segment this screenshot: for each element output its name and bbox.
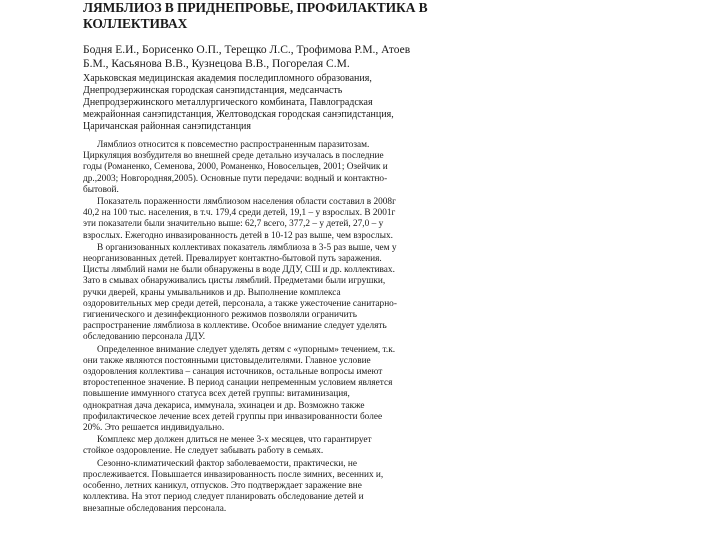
article-body [83, 140, 417, 516]
body-line: они также являются постоянными цистовыделителями. Главное условие [83, 355, 371, 366]
body-line: гигиенического и дезинфекционного режимов позволяли ограничить [83, 310, 357, 321]
body-line: Лямблиоз относится к повсеместно распространенным паразитозам. [97, 140, 370, 150]
body-line: В организованных коллективах показатель лямблиоза в 3-5 раз выше, чем у [97, 242, 397, 253]
body-line: однократная дача декариса, иммунала, эхинацеи и др. Возможно также [83, 400, 365, 411]
affiliation-list [83, 73, 417, 133]
body-paragraph [83, 140, 417, 196]
affiliation-line: Днепродзержинского металлургического комбината, Павлоградская [83, 97, 373, 108]
body-paragraph [83, 345, 417, 435]
body-line: Сезонно-климатический фактор заболеваемости, практически, не [97, 458, 357, 469]
body-line: 40,2 на 100 тыс. населения, в т.ч. 179,4 среди детей, 19,1 – у взрослых. В 2001г [83, 208, 396, 219]
body-line: Циркуляция возбудителя во внешней среде детально изучалась в последние [83, 151, 384, 162]
author-line: Б.М., Касьянова В.В., Кузнецова В.В., Погорелая С.М. [83, 57, 350, 70]
body-line: второстепенное значение. В период санации непременным условием является [83, 378, 393, 389]
body-line: др.,2003; Новгородняя,2005). Основные пути передачи: водный и контактно- [83, 173, 388, 184]
body-line: особенно, летних каникул, отпусков. Это подтверждает заражение вне [83, 481, 362, 492]
body-line: ручки дверей, краны умывальников и др. Выполнение комплекса [83, 287, 341, 298]
affiliation-line: Днепродзержинская городская санэпидстанция, медсанчасть [83, 85, 343, 96]
title-line: ЛЯМБЛИОЗ В ПРИДНЕПРОВЬЕ, ПРОФИЛАКТИКА В [83, 0, 428, 15]
body-line: обследованию персонала ДДУ. [83, 332, 206, 343]
body-line: годы (Романенко, Семенова, 2000, Романенко, Новосельцев, 2001; Озейчик и [83, 162, 388, 173]
affiliation-line: Харьковская медицинская академия последипломного образования, [83, 73, 372, 84]
affiliation-line: межрайонная санэпидстанция, Желтоводская городская санэпидстанция, [83, 109, 394, 120]
body-line: повышение иммунного статуса всех детей группы: витаминизация, [83, 389, 350, 400]
article-title [83, 0, 428, 32]
body-line: оздоровления коллектива – санация источников, остальные вопросы имеют [83, 367, 383, 378]
body-line: бытовой. [83, 184, 119, 195]
body-line: стойкое оздоровление. Не следует забывать работу в семьях. [83, 446, 324, 457]
body-line: взрослых. Ежегодно инвазированность детей в 10-12 раз выше, чем взрослых. [83, 230, 393, 241]
body-line: коллектива. На этот период следует планировать обследование детей и [83, 492, 364, 503]
body-line: Определенное внимание следует уделять детям с «упорным» течением, т.к. [97, 344, 396, 355]
body-line: неорганизованных детей. Превалирует контактно-бытовой путь заражения. [83, 254, 382, 265]
body-line: прослеживается. Повышается инвазированность после зимних, весенних и, [83, 469, 384, 480]
body-line: оздоровительных мер среди детей, персонала, а также ужесточение санитарно- [83, 298, 397, 309]
author-line: Бодня Е.И., Борисенко О.П., Терещко Л.С., Трофимова Р.М., Атоев [83, 44, 411, 56]
body-line: Зато в смывах обнаруживались цисты лямблий. Предметами были игрушки, [83, 276, 386, 287]
body-line: профилактическое лечение всех детей группы при инвазированности более [83, 411, 383, 422]
body-line: эти показатели были значительно выше: 62,7 всего, 377,2 – у детей, 27,0 – у [83, 219, 384, 230]
body-paragraph [83, 459, 417, 515]
body-line: 20%. Это решается индивидуально. [83, 423, 225, 434]
body-line: Комплекс мер должен длиться не менее 3-х месяцев, что гарантирует [97, 435, 372, 446]
body-paragraph [83, 243, 417, 344]
body-line: распространение лямблиоза в коллективе. Особое внимание следует уделять [83, 321, 387, 332]
body-line: Цисты лямблий нами не были обнаружены в воде ДДУ, СШ и др. коллективах. [83, 265, 395, 276]
title-line: КОЛЛЕКТИВАХ [83, 16, 188, 31]
body-line: внезапные обследования персонала. [83, 503, 227, 514]
body-paragraph [83, 197, 417, 242]
document-page [83, 0, 428, 540]
author-list [83, 44, 417, 71]
affiliation-line: Царичанская районная санэпидстанция [83, 121, 252, 132]
body-line: Показатель пораженности лямблиозом населения области составил в 2008г [97, 197, 396, 208]
body-paragraph [83, 435, 417, 457]
